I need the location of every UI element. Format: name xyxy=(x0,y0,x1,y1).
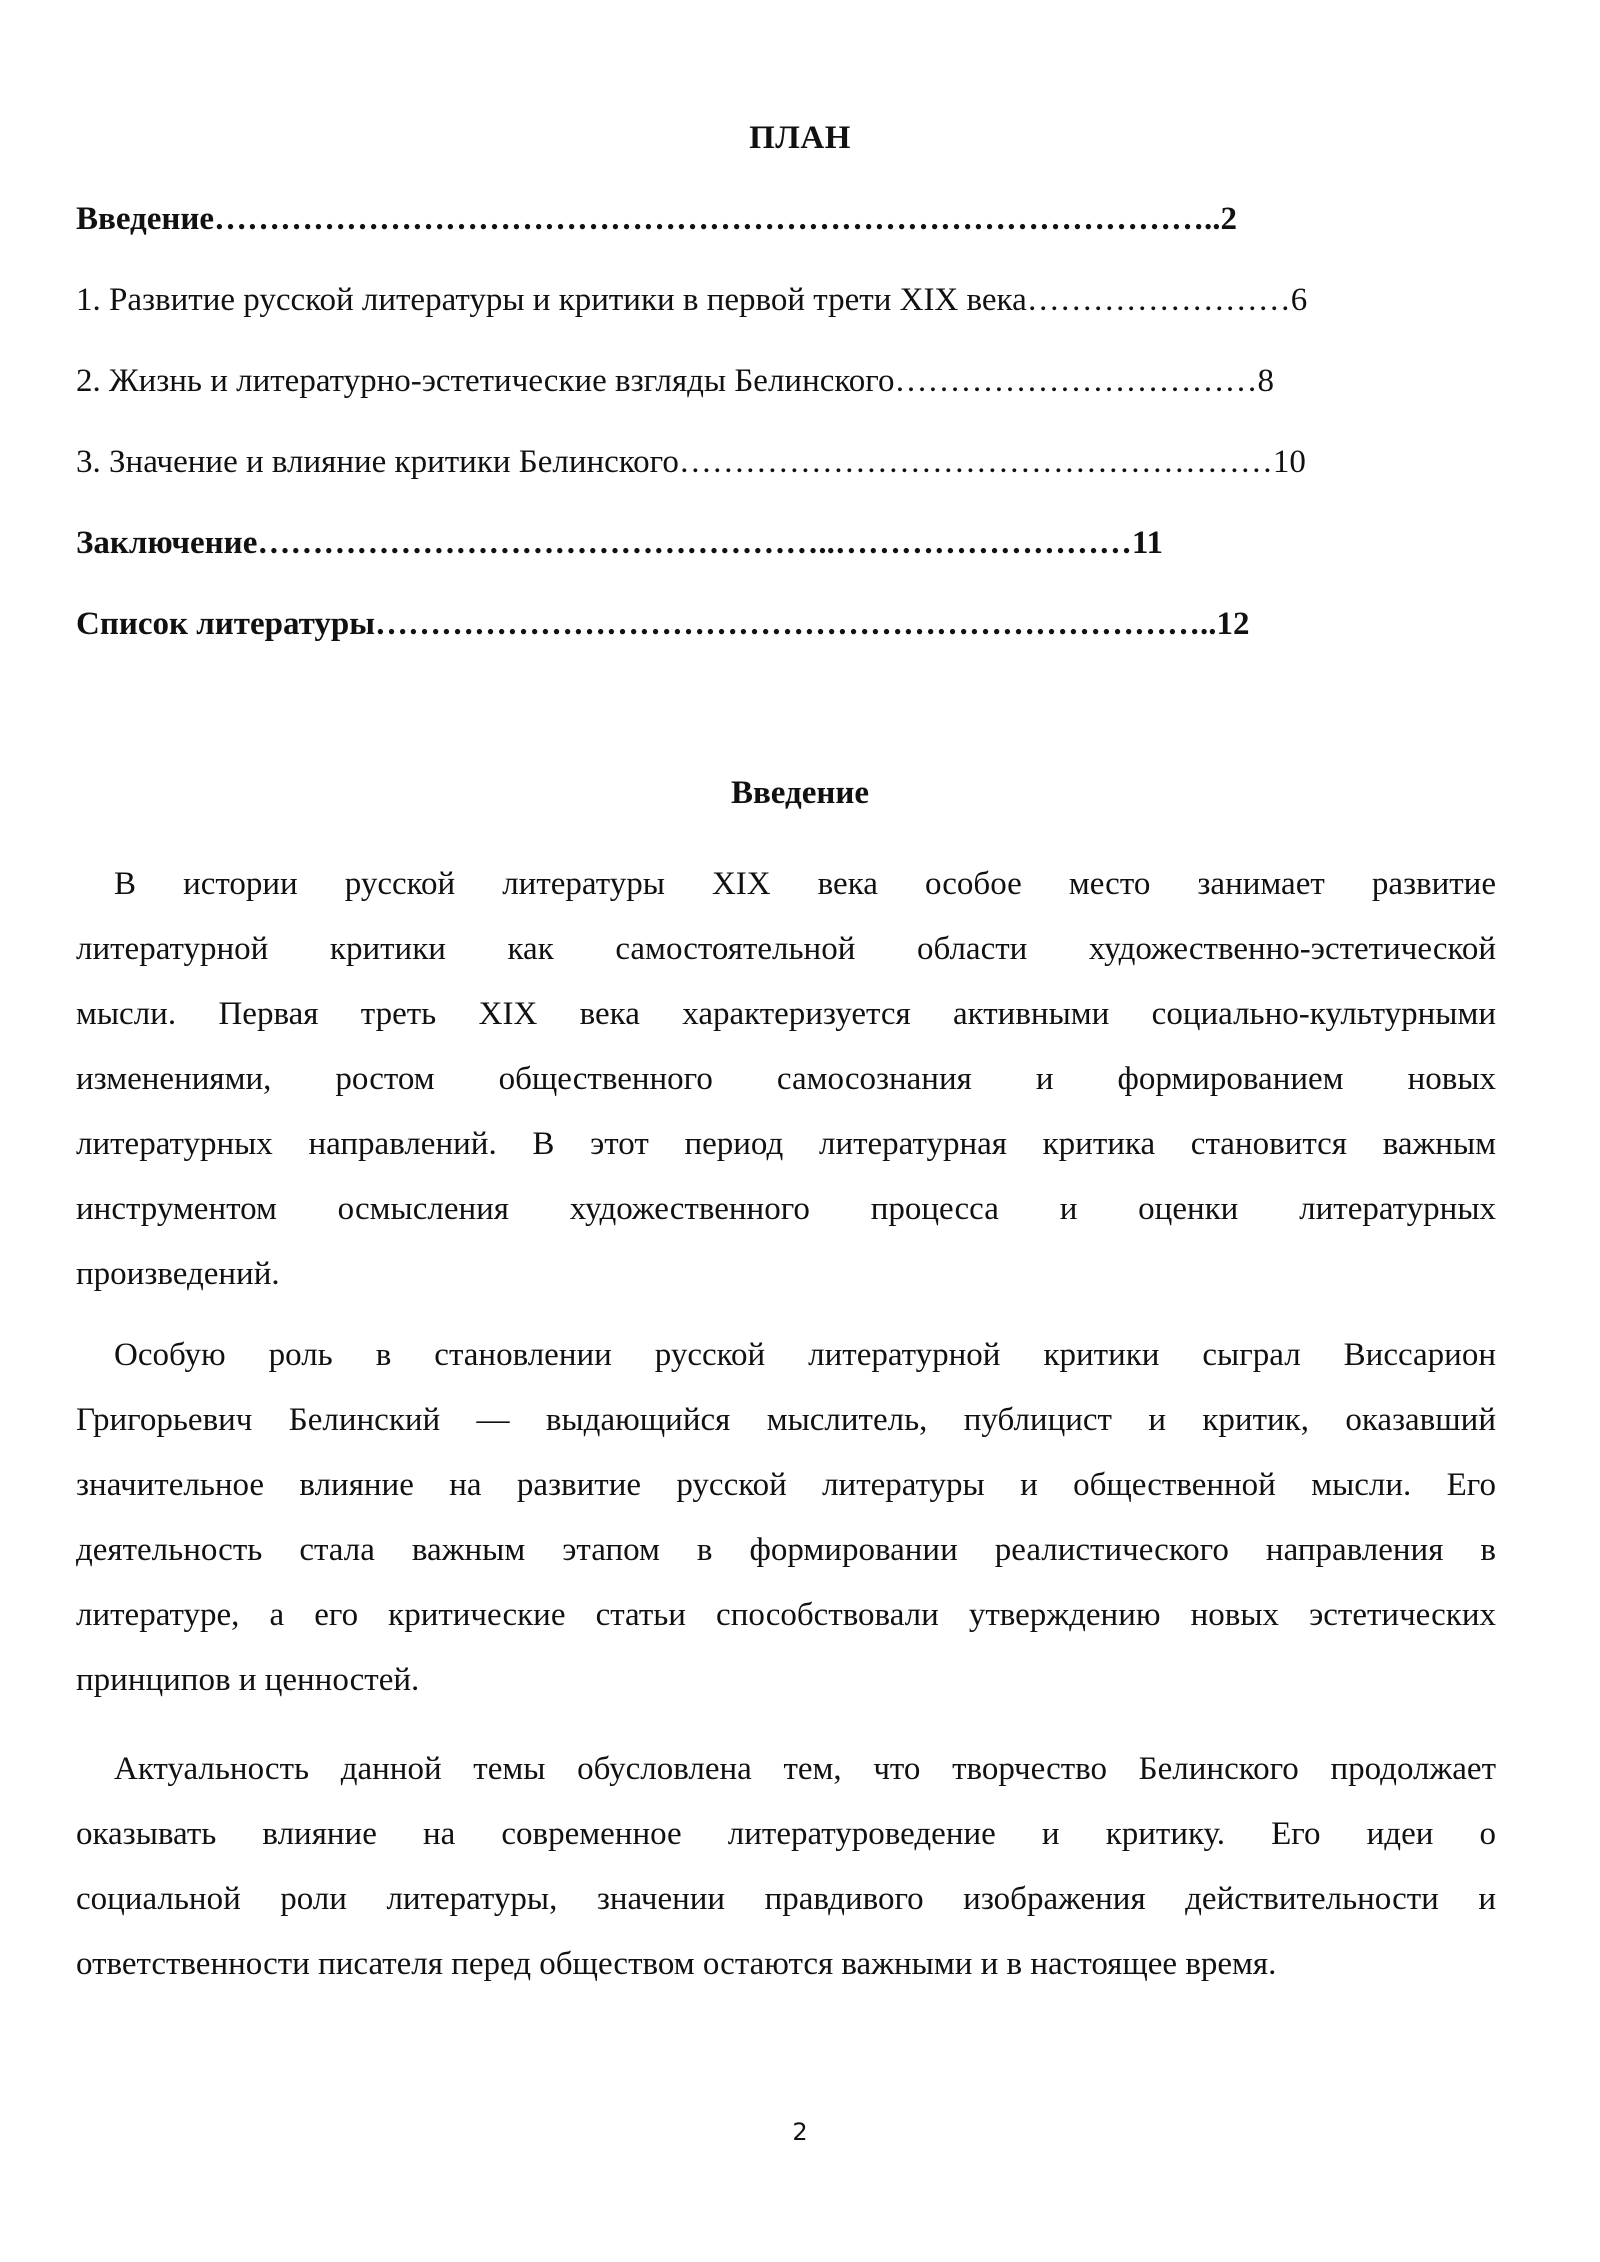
toc-entry-conclusion: Заключение……………………………………………..………………………11 xyxy=(76,525,1164,561)
paragraph-2 xyxy=(76,1323,1496,1713)
paragraph-line: инструментом осмысления художественного процесса и оценки литературных xyxy=(76,1191,1496,1227)
paragraph-line: литературной критики как самостоятельной области художественно-эстетической xyxy=(76,931,1496,967)
paragraph-line: социальной роли литературы, значении правдивого изображения действительности и xyxy=(76,1881,1496,1917)
paragraph-line: Григорьевич Белинский — выдающийся мыслитель, публицист и критик, оказавший xyxy=(76,1402,1496,1438)
toc-entry-introduction: Введение………………………………………………………………………………..2 xyxy=(76,201,1238,237)
paragraph-line: мысли. Первая треть XIX века характеризуется активными социально-культурными xyxy=(76,996,1496,1032)
toc-entry-chapter-2: 2. Жизнь и литературно-эстетические взгляды Белинского……………………………8 xyxy=(76,363,1274,399)
toc-entry-chapter-3: 3. Значение и влияние критики Белинского………………………………………………10 xyxy=(76,444,1306,480)
paragraph-line: литературных направлений. В этот период литературная критика становится важным xyxy=(76,1126,1496,1162)
paragraph-line: произведений. xyxy=(76,1256,280,1292)
toc-entry-chapter-1: 1. Развитие русской литературы и критики в первой трети XIX века……………………6 xyxy=(76,282,1308,318)
section-title-introduction: Введение xyxy=(730,775,870,811)
paragraph-1 xyxy=(76,852,1496,1307)
plan-title: ПЛАН xyxy=(749,120,851,156)
paragraph-line: оказывать влияние на современное литературоведение и критику. Его идеи о xyxy=(76,1816,1496,1852)
paragraph-3 xyxy=(76,1737,1496,1997)
paragraph-line: литературе, а его критические статьи способствовали утверждению новых эстетических xyxy=(76,1597,1496,1633)
paragraph-line: Особую роль в становлении русской литературной критики сыграл Виссарион xyxy=(114,1337,1496,1373)
paragraph-line: ответственности писателя перед обществом остаются важными и в настоящее время. xyxy=(76,1946,1277,1982)
toc-entry-references: Список литературы…………………………………………………………………..12 xyxy=(76,606,1250,642)
paragraph-line: деятельность стала важным этапом в формировании реалистического направления в xyxy=(76,1532,1496,1568)
paragraph-line: изменениями, ростом общественного самосознания и формированием новых xyxy=(76,1061,1496,1097)
page-number: 2 xyxy=(792,2118,808,2146)
paragraph-line: Актуальность данной темы обусловлена тем, что творчество Белинского продолжает xyxy=(114,1751,1496,1787)
paragraph-line: значительное влияние на развитие русской литературы и общественной мысли. Его xyxy=(76,1467,1496,1503)
paragraph-line: принципов и ценностей. xyxy=(76,1662,420,1698)
paragraph-line: В истории русской литературы XIX века особое место занимает развитие xyxy=(114,866,1496,902)
